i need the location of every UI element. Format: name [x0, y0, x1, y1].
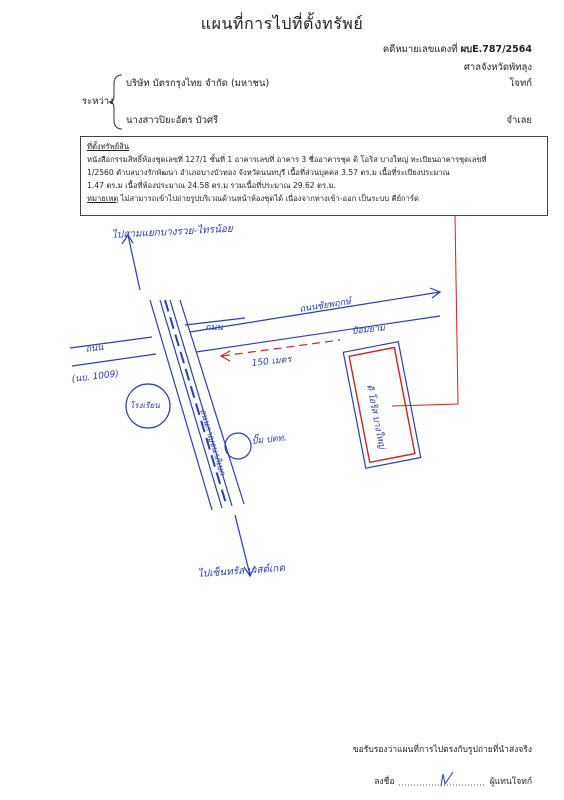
property-line-3: 1.47 ตร.ม เนื้อที่ห้องประมาณ 24.58 ตร.ม รวมเนื้อที่ประมาณ 29.62 ตร.ม. — [87, 181, 336, 190]
sign-label: ลงชื่อ — [374, 777, 395, 787]
main-road-label: ถนนกาญจนาภิเษก — [197, 407, 227, 477]
property-heading: ที่ตั้งทรัพย์สิน — [87, 142, 130, 151]
note-label: หมายเหตุ — [87, 194, 119, 203]
case-value: ผบE.787/2564 — [460, 44, 532, 55]
building-label: ดิ โอริส บางใหญ่ — [364, 383, 387, 450]
signature-mark — [397, 772, 487, 788]
to-south-label: ไปเซ็นทรัล เวสต์เกต — [197, 562, 286, 580]
between-label: ระหว่าง — [82, 96, 114, 107]
plaintiff-role: โจทก์ — [509, 78, 532, 89]
gas-station-icon — [225, 433, 251, 459]
kanchana-label: ถนนชัยพฤกษ์ — [298, 296, 352, 315]
school-label: โรงเรียน — [130, 401, 160, 410]
distance-label: 150 เมตร — [251, 354, 292, 369]
soi-label: ถนน — [205, 323, 223, 333]
left-road — [70, 337, 156, 366]
road-num-label: (นบ. 1009) — [71, 369, 120, 385]
defendant-name: นางสาวปิยะอัตร บัวศรี — [126, 115, 219, 126]
certify-text: ขอรับรองว่าแผนที่การไปตรงกับรูปถ่ายที่นำส่งจริง — [352, 745, 532, 755]
page-title: แผนที่การไปที่ตั้งทรัพย์ — [200, 14, 364, 33]
north-arrow — [122, 235, 140, 290]
plaintiff-name: บริษัท บัตรกรุงไทย จำกัด (มหาชน) — [126, 78, 270, 89]
sign-role: ผู้แทนโจทก์ — [489, 777, 532, 787]
road-left-label: ถนน — [85, 342, 104, 355]
signature-line — [374, 772, 532, 788]
gate-label: ป้อมยาม — [351, 323, 386, 337]
building — [343, 342, 420, 469]
gas-label: ปั๊ม ปตท. — [251, 433, 287, 447]
to-north-label: ไปสามแยกบางรวย-ไทรน้อย — [111, 223, 234, 241]
property-line-2: 1/2560 ตำบลบางรักพัฒนา อำเภอบางบัวทอง จังหวัดนนทบุรี เนื้อที่ส่วนบุคคล 3.57 ตร.ม เนื้อที่ระเบียงประมาณ — [87, 168, 450, 177]
note-text: ไม่สามารถเข้าไปถ่ายรูปบริเวณด้านหน้าห้องชุดได้ เนื่องจากทางเข้า-ออก เป็นระบบ คีย์การ์ด — [118, 194, 419, 203]
defendant-role: จำเลย — [506, 115, 532, 126]
property-line-1: หนังสือกรรมสิทธิ์ห้องชุดเลขที่ 127/1 ชั้นที่ 1 อาคารเลขที่ อาคาร 3 ชื่ออาคารชุด ดิ โอริส บางใหญ่ ทะเบียนอาคารชุดเลขที่ — [87, 155, 487, 164]
court-name: ศาลจังหวัดพัทลุง — [463, 62, 532, 73]
case-label: คดีหมายเลขแดงที่ — [382, 44, 458, 55]
pointer-line — [392, 216, 458, 406]
